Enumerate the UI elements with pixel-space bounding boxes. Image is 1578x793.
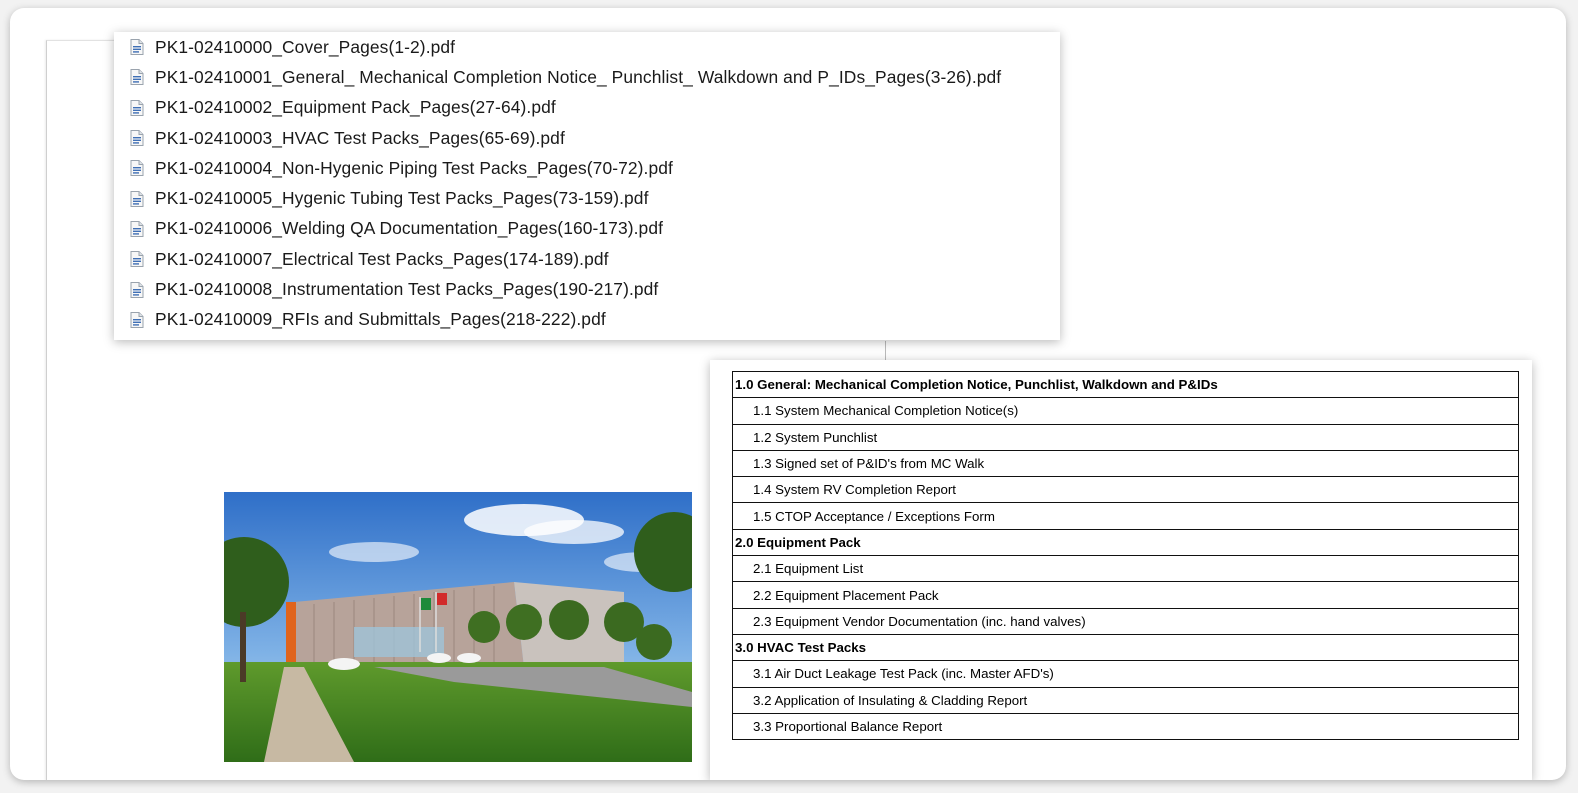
pdf-file-icon xyxy=(130,160,155,176)
toc-item-row xyxy=(733,713,1519,739)
toc-section-heading: 2.0 Equipment Pack xyxy=(733,529,1519,555)
toc-item-row xyxy=(733,608,1519,634)
file-name: PK1-02410002_Equipment Pack_Pages(27-64).pdf xyxy=(155,97,556,118)
file-list-item[interactable] xyxy=(130,305,1001,335)
file-name: PK1-02410005_Hygenic Tubing Test Packs_Pages(73-159).pdf xyxy=(155,188,649,209)
pdf-file-icon xyxy=(130,130,155,146)
toc-item-label: 2.3 Equipment Vendor Documentation (inc. hand valves) xyxy=(733,608,1519,634)
toc-item-row xyxy=(733,450,1519,476)
toc-item-label: 2.2 Equipment Placement Pack xyxy=(733,582,1519,608)
toc-item-row xyxy=(733,582,1519,608)
toc-section-row xyxy=(733,529,1519,555)
file-name: PK1-02410003_HVAC Test Packs_Pages(65-69).pdf xyxy=(155,127,565,148)
pdf-file-icon xyxy=(130,221,155,237)
toc-item-row xyxy=(733,424,1519,450)
toc-item-label: 1.2 System Punchlist xyxy=(733,424,1519,450)
file-list-item[interactable] xyxy=(130,62,1001,92)
toc-item-row xyxy=(733,477,1519,503)
pdf-file-icon xyxy=(130,39,155,55)
pdf-file-icon xyxy=(130,100,155,116)
toc-item-label: 1.5 CTOP Acceptance / Exceptions Form xyxy=(733,503,1519,529)
file-name: PK1-02410009_RFIs and Submittals_Pages(218-222).pdf xyxy=(155,309,606,330)
toc-item-label: 1.1 System Mechanical Completion Notice(s) xyxy=(733,398,1519,424)
pdf-file-list-panel xyxy=(114,32,1060,340)
file-list-item[interactable] xyxy=(130,214,1001,244)
toc-section-row xyxy=(733,372,1519,398)
screenshot-frame xyxy=(10,8,1566,780)
toc-item-row xyxy=(733,503,1519,529)
file-list-item[interactable] xyxy=(130,93,1001,123)
pdf-file-icon xyxy=(130,69,155,85)
file-name: PK1-02410000_Cover_Pages(1-2).pdf xyxy=(155,36,456,57)
toc-item-row xyxy=(733,556,1519,582)
file-name: PK1-02410004_Non-Hygenic Piping Test Packs_Pages(70-72).pdf xyxy=(155,157,673,178)
pdf-file-icon xyxy=(130,282,155,298)
toc-item-label: 2.1 Equipment List xyxy=(733,556,1519,582)
pdf-file-icon xyxy=(130,312,155,328)
file-list-item[interactable] xyxy=(130,274,1001,304)
toc-section-heading: 3.0 HVAC Test Packs xyxy=(733,634,1519,660)
file-list-item[interactable] xyxy=(130,32,1001,62)
file-list xyxy=(130,32,1001,335)
toc-section-heading: 1.0 General: Mechanical Completion Notice, Punchlist, Walkdown and P&IDs xyxy=(733,372,1519,398)
toc-item-label: 3.3 Proportional Balance Report xyxy=(733,713,1519,739)
file-list-item[interactable] xyxy=(130,153,1001,183)
toc-item-row xyxy=(733,687,1519,713)
toc-item-row xyxy=(733,661,1519,687)
pdf-file-icon xyxy=(130,251,155,267)
facility-rendering-image xyxy=(224,492,692,762)
file-list-item[interactable] xyxy=(130,123,1001,153)
toc-item-label: 3.2 Application of Insulating & Cladding Report xyxy=(733,687,1519,713)
table-of-contents-panel xyxy=(710,360,1532,780)
toc-item-label: 1.4 System RV Completion Report xyxy=(733,477,1519,503)
toc-item-label: 3.1 Air Duct Leakage Test Pack (inc. Master AFD's) xyxy=(733,661,1519,687)
pdf-file-icon xyxy=(130,191,155,207)
toc-section-row xyxy=(733,634,1519,660)
file-name: PK1-02410007_Electrical Test Packs_Pages(174-189).pdf xyxy=(155,248,609,269)
file-name: PK1-02410008_Instrumentation Test Packs_Pages(190-217).pdf xyxy=(155,279,659,300)
file-name: PK1-02410006_Welding QA Documentation_Pages(160-173).pdf xyxy=(155,218,664,239)
file-name: PK1-02410001_General_ Mechanical Completion Notice_ Punchlist_ Walkdown and P_IDs_Pages(3-26).pdf xyxy=(155,66,1002,87)
toc-item-label: 1.3 Signed set of P&ID's from MC Walk xyxy=(733,450,1519,476)
table-of-contents xyxy=(732,371,1519,740)
file-list-item[interactable] xyxy=(130,244,1001,274)
toc-item-row xyxy=(733,398,1519,424)
file-list-item[interactable] xyxy=(130,183,1001,213)
